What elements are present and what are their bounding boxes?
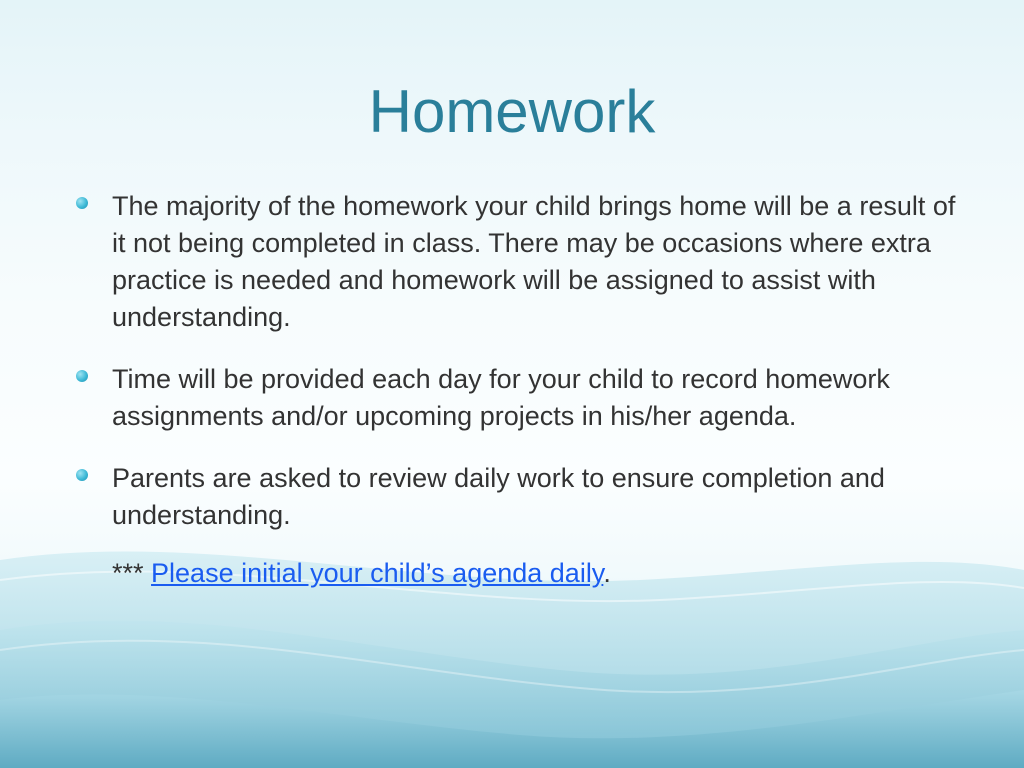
note-prefix: *** <box>112 558 152 588</box>
bullet-text: Parents are asked to review daily work to ensure completion and understanding. <box>112 463 885 530</box>
slide-title: Homework <box>368 78 656 145</box>
bullet-dot-icon <box>76 469 88 481</box>
bullet-text: Time will be provided each day for your child to record homework assignments and/or upcoming projects in his/her agenda. <box>112 364 890 431</box>
bullet-list <box>74 188 974 592</box>
bullet-item <box>74 188 974 336</box>
bullet-dot-icon <box>76 197 88 209</box>
bullet-item <box>74 361 974 435</box>
agenda-link[interactable]: Please initial your child’s agenda daily <box>151 558 604 588</box>
note-suffix: . <box>603 558 611 588</box>
bullet-text: The majority of the homework your child brings home will be a result of it not being completed in class. There may be occasions where extra practice is needed and homework will be assigned to assist with understanding. <box>112 191 956 332</box>
agenda-note <box>74 555 974 592</box>
bullet-item <box>74 460 974 534</box>
bullet-dot-icon <box>76 370 88 382</box>
